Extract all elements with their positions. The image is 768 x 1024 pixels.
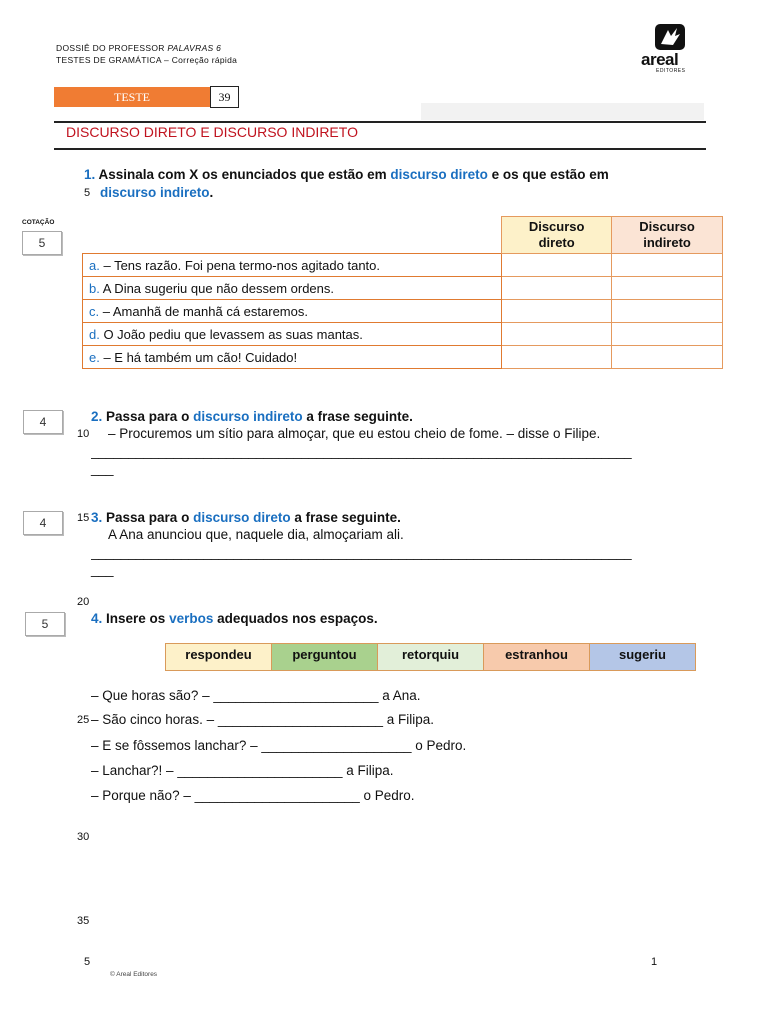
top-rule [54, 121, 706, 123]
line-number-10: 10 [77, 428, 90, 440]
page-number: 1 [651, 956, 658, 968]
line-number-5: 5 [84, 187, 91, 199]
q2-score: 4 [23, 410, 63, 434]
check-cell[interactable] [502, 277, 612, 300]
q4-prompt: 4. Insere os verbos adequados nos espaços. [91, 611, 378, 626]
q4-score: 5 [25, 612, 65, 636]
q2-answer-tail[interactable]: ___ [91, 461, 114, 476]
line-number-20: 20 [77, 596, 90, 608]
cotacao-label: COTAÇÃO [22, 219, 55, 226]
footer-copyright: © Areal Editores [110, 971, 158, 978]
table-row: d. O João pediu que levassem as suas mantas. [83, 323, 723, 346]
q4-line-2[interactable]: – São cinco horas. – ______________________ a Filipa. [91, 712, 435, 727]
check-cell[interactable] [612, 277, 723, 300]
q3-score: 4 [23, 511, 63, 535]
table-row: e. – E há também um cão! Cuidado! [83, 346, 723, 369]
header-shade [421, 103, 704, 120]
verb-perguntou[interactable]: perguntou [272, 644, 378, 670]
logo-subtext: EDITORES [656, 68, 686, 74]
title-rule [54, 148, 706, 150]
line-number-35: 35 [77, 915, 90, 927]
col-discurso-direto: Discurso direto [502, 217, 612, 254]
table-row: b. A Dina sugeriu que não dessem ordens. [83, 277, 723, 300]
q1-score: 5 [22, 231, 62, 255]
table-row: c. – Amanhã de manhã cá estaremos. [83, 300, 723, 323]
logo-text: areal [641, 50, 679, 69]
check-cell[interactable] [502, 323, 612, 346]
verb-respondeu[interactable]: respondeu [166, 644, 272, 670]
check-cell[interactable] [612, 300, 723, 323]
col-discurso-indireto: Discurso indireto [612, 217, 723, 254]
q2-answer-line[interactable]: ________________________________________________________________________ [91, 444, 632, 459]
check-cell[interactable] [502, 346, 612, 369]
footer-line-number: 5 [84, 956, 91, 968]
check-cell[interactable] [612, 346, 723, 369]
q3-answer-tail[interactable]: ___ [91, 562, 114, 577]
verb-estranhou[interactable]: estranhou [484, 644, 590, 670]
line-number-30: 30 [77, 831, 90, 843]
verb-bank [165, 643, 696, 671]
q4-line-1[interactable]: – Que horas são? – ______________________ a Ana. [91, 688, 421, 703]
header-line-1: DOSSIÊ DO PROFESSOR PALAVRAS 6 [56, 43, 222, 53]
q1-prompt-cont: discurso indireto. [100, 185, 214, 200]
q4-line-3[interactable]: – E se fôssemos lanchar? – ____________________ o Pedro. [91, 738, 467, 753]
line-number-25: 25 [77, 714, 90, 726]
verb-sugeriu[interactable]: sugeriu [590, 644, 695, 670]
logo-icon [655, 24, 685, 50]
line-number-15: 15 [77, 512, 90, 524]
q3-prompt: 3. Passa para o discurso direto a frase seguinte. [91, 510, 401, 525]
test-label: TESTE [54, 87, 210, 107]
q3-answer-line[interactable]: ________________________________________________________________________ [91, 545, 632, 560]
q2-sentence: – Procuremos um sítio para almoçar, que eu estou cheio de fome. – disse o Filipe. [108, 426, 601, 441]
page-title: DISCURSO DIRETO E DISCURSO INDIRETO [66, 124, 358, 140]
check-cell[interactable] [612, 254, 723, 277]
test-number: 39 [210, 86, 239, 108]
q1-prompt: 1. Assinala com X os enunciados que estão em discurso direto e os que estão em [84, 167, 609, 182]
q4-line-4[interactable]: – Lanchar?! – ______________________ a Filipa. [91, 763, 394, 778]
check-cell[interactable] [502, 254, 612, 277]
check-cell[interactable] [502, 300, 612, 323]
header-line-2: TESTES DE GRAMÁTICA – Correção rápida [56, 55, 238, 65]
q1-table [82, 216, 723, 369]
verb-retorquiu[interactable]: retorquiu [378, 644, 484, 670]
table-row: a. – Tens razão. Foi pena termo-nos agitado tanto. [83, 254, 723, 277]
q2-prompt: 2. Passa para o discurso indireto a frase seguinte. [91, 409, 413, 424]
q3-sentence: A Ana anunciou que, naquele dia, almoçariam ali. [108, 527, 404, 542]
check-cell[interactable] [612, 323, 723, 346]
q4-line-5[interactable]: – Porque não? – ______________________ o Pedro. [91, 788, 415, 803]
